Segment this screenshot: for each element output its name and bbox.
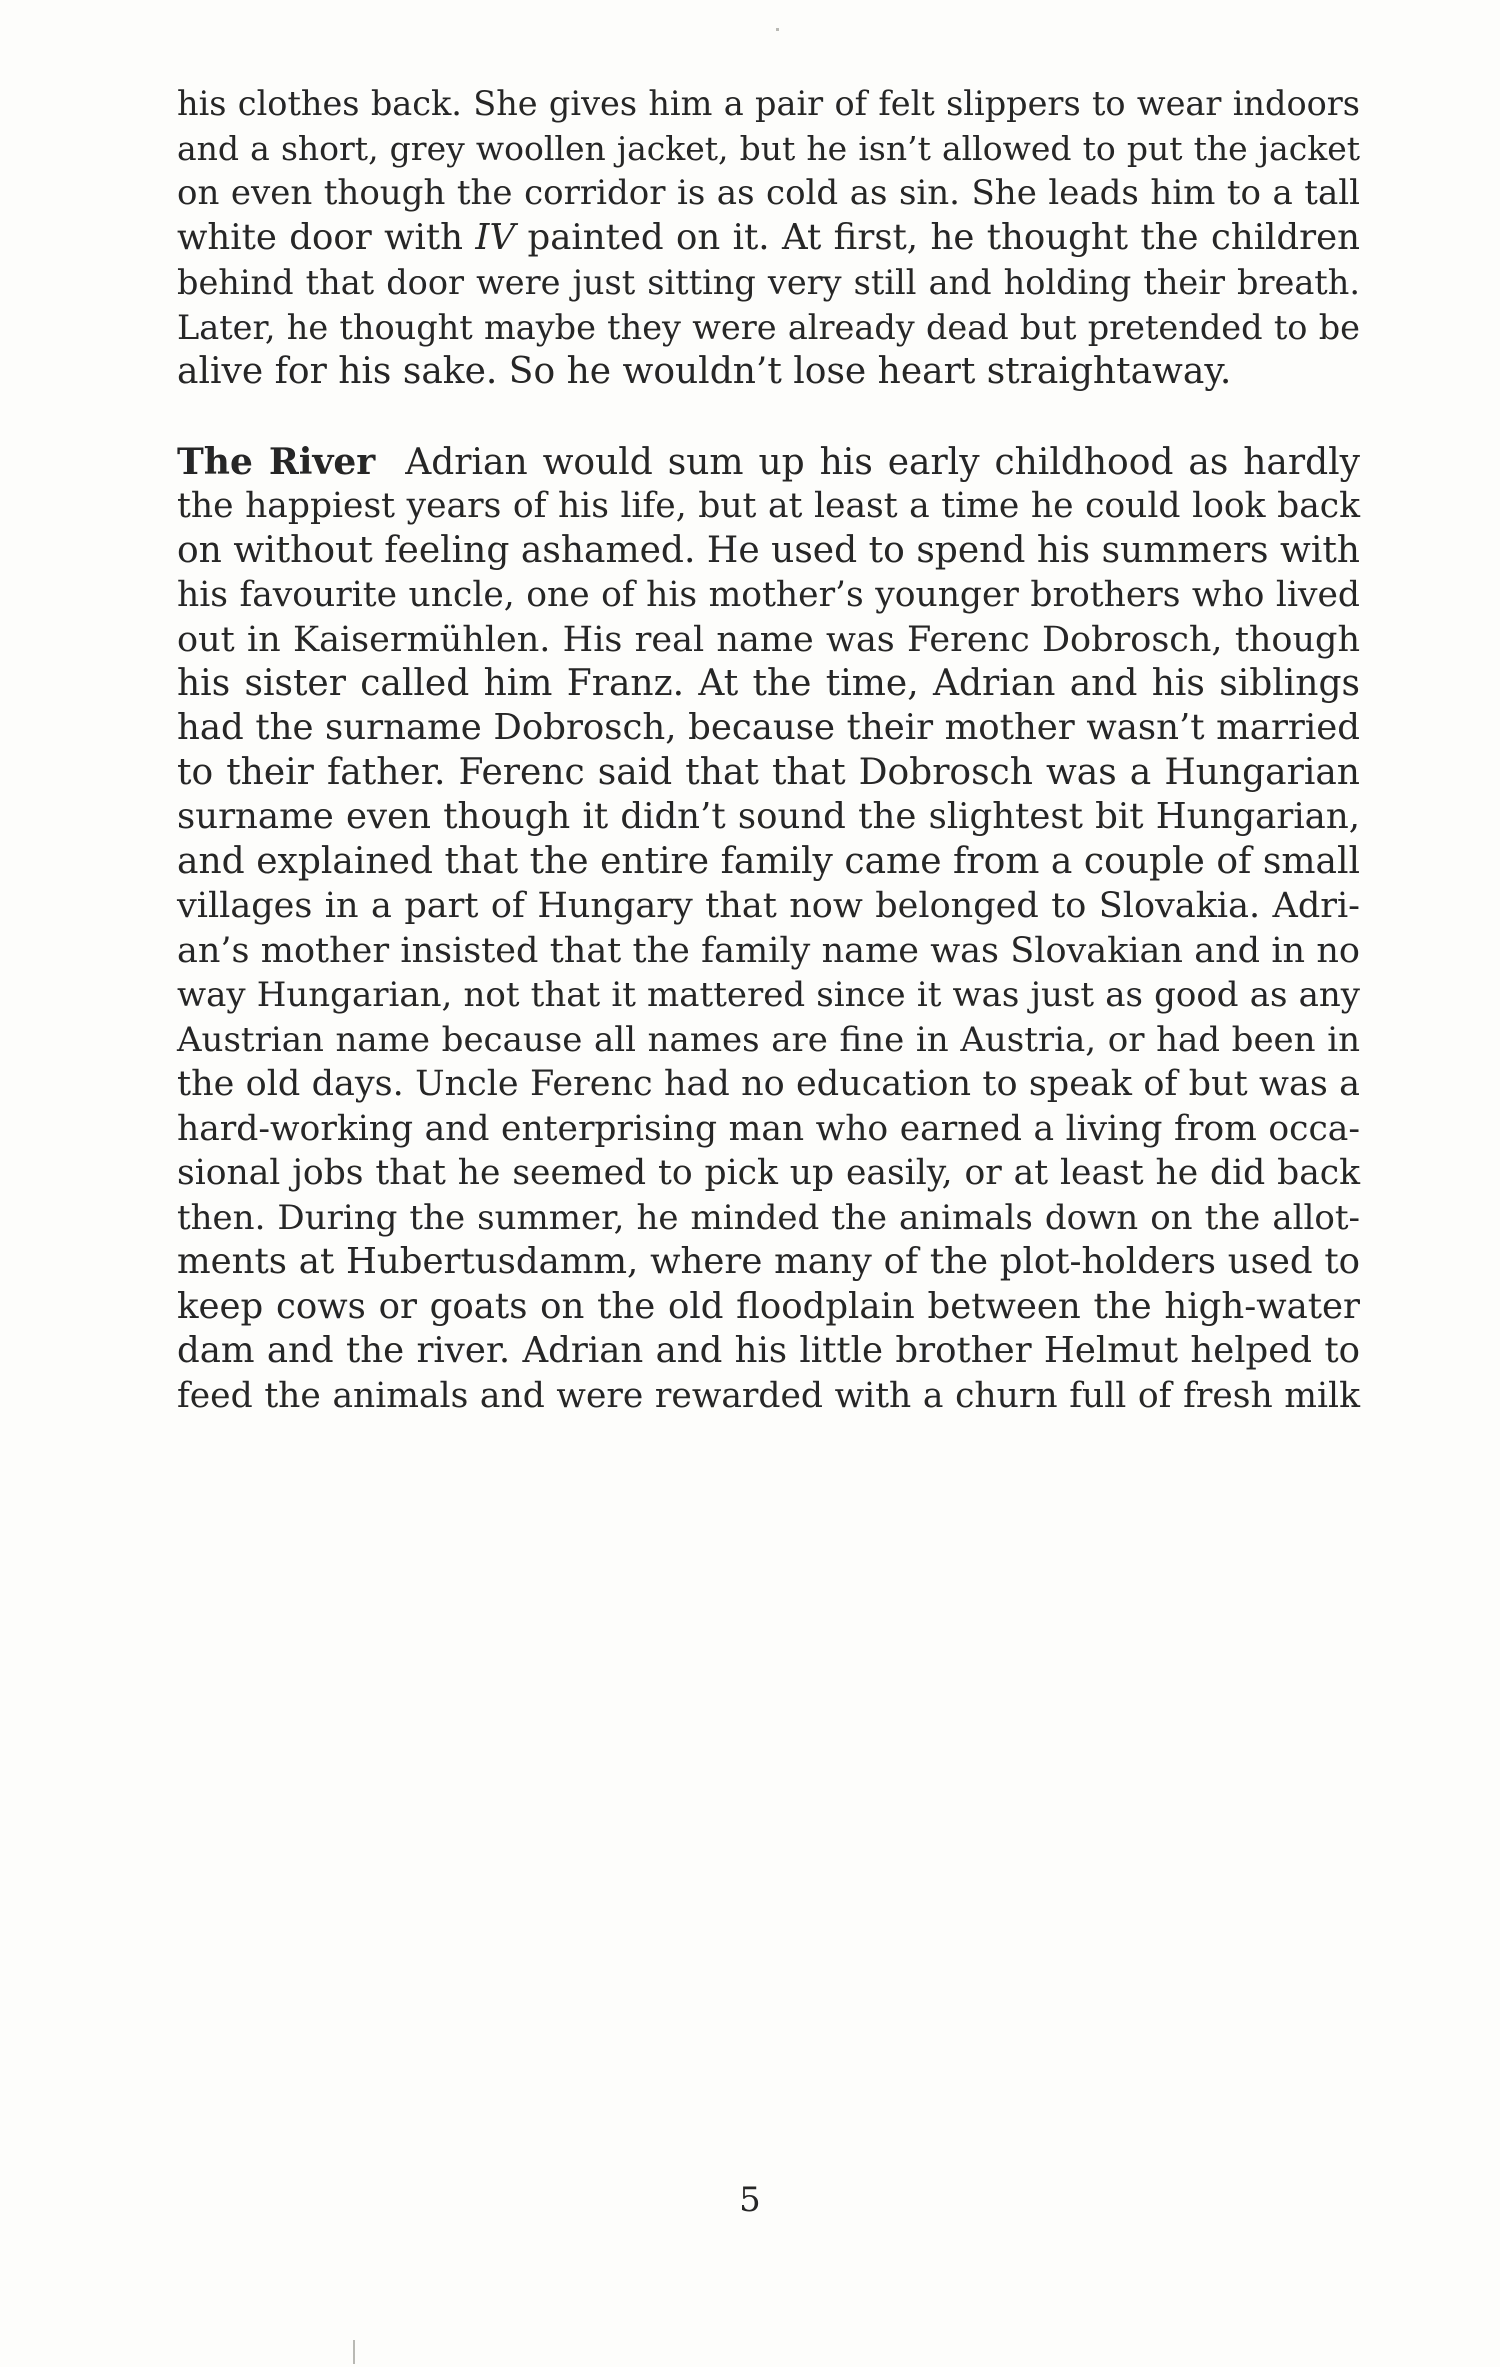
text-line: an’s mother insisted that the family name was Slovakian and in no xyxy=(177,931,1360,971)
text-line: behind that door were just sitting very still and holding their breath. xyxy=(177,263,1360,302)
text-line: hard-working and enterprising man who earned a living from occa- xyxy=(177,1109,1360,1149)
text-line-last: alive for his sake. So he wouldn’t lose heart straightaway. xyxy=(177,351,1232,392)
section-first-line xyxy=(177,440,1360,484)
text-line: the old days. Uncle Ferenc had no education to speak of but was a xyxy=(177,1064,1360,1104)
text-line: to their father. Ferenc said that that Dobrosch was a Hungarian xyxy=(177,752,1360,793)
text-line: ments at Hubertusdamm, where many of the plot-holders used to xyxy=(177,1241,1360,1282)
text-line: his clothes back. She gives him a pair of felt slippers to wear indoors xyxy=(177,84,1360,123)
scan-speck xyxy=(353,2340,355,2364)
text-line: out in Kaisermühlen. His real name was Ferenc Dobrosch, though xyxy=(177,620,1360,660)
scan-speck xyxy=(776,28,779,31)
text-line: then. During the summer, he minded the animals down on the allot- xyxy=(177,1198,1360,1238)
text-line: on even though the corridor is as cold as sin. She leads him to a tall xyxy=(177,173,1360,213)
text-line: dam and the river. Adrian and his little brother Helmut helped to xyxy=(177,1330,1360,1371)
text-line: sional jobs that he seemed to pick up easily, or at least he did back xyxy=(177,1153,1360,1193)
text-fragment: Adrian would sum up his early childhood as hardly xyxy=(405,442,1360,483)
text-line: and explained that the entire family came from a couple of small xyxy=(177,841,1360,882)
section-heading: The River xyxy=(177,441,376,483)
text-line: Later, he thought maybe they were already dead but pretended to be xyxy=(177,308,1360,347)
text-line: on without feeling ashamed. He used to spend his summers with xyxy=(177,530,1360,571)
text-line: keep cows or goats on the old floodplain between the high-water xyxy=(177,1286,1360,1327)
text-fragment: white door with xyxy=(177,217,476,258)
text-line: had the surname Dobrosch, because their mother wasn’t married xyxy=(177,707,1360,748)
text-line: surname even though it didn’t sound the slightest bit Hungarian, xyxy=(177,796,1360,837)
italic-roman-numeral: IV xyxy=(475,217,516,258)
page-number: 5 xyxy=(739,2180,761,2220)
text-line-with-italic xyxy=(177,216,1360,260)
text-line: villages in a part of Hungary that now belonged to Slovakia. Adri- xyxy=(177,886,1360,926)
text-fragment: painted on it. At first, he thought the children xyxy=(515,217,1360,258)
text-line: his sister called him Franz. At the time, Adrian and his siblings xyxy=(177,663,1360,704)
text-line: his favourite uncle, one of his mother’s younger brothers who lived xyxy=(177,575,1360,615)
text-line: way Hungarian, not that it mattered since it was just as good as any xyxy=(177,975,1360,1015)
text-line: Austrian name because all names are fine in Austria, or had been in xyxy=(177,1020,1360,1060)
text-line: feed the animals and were rewarded with a churn full of fresh milk xyxy=(177,1376,1360,1416)
text-line: and a short, grey woollen jacket, but he isn’t allowed to put the jacket xyxy=(177,129,1360,168)
text-line: the happiest years of his life, but at least a time he could look back xyxy=(177,486,1360,526)
